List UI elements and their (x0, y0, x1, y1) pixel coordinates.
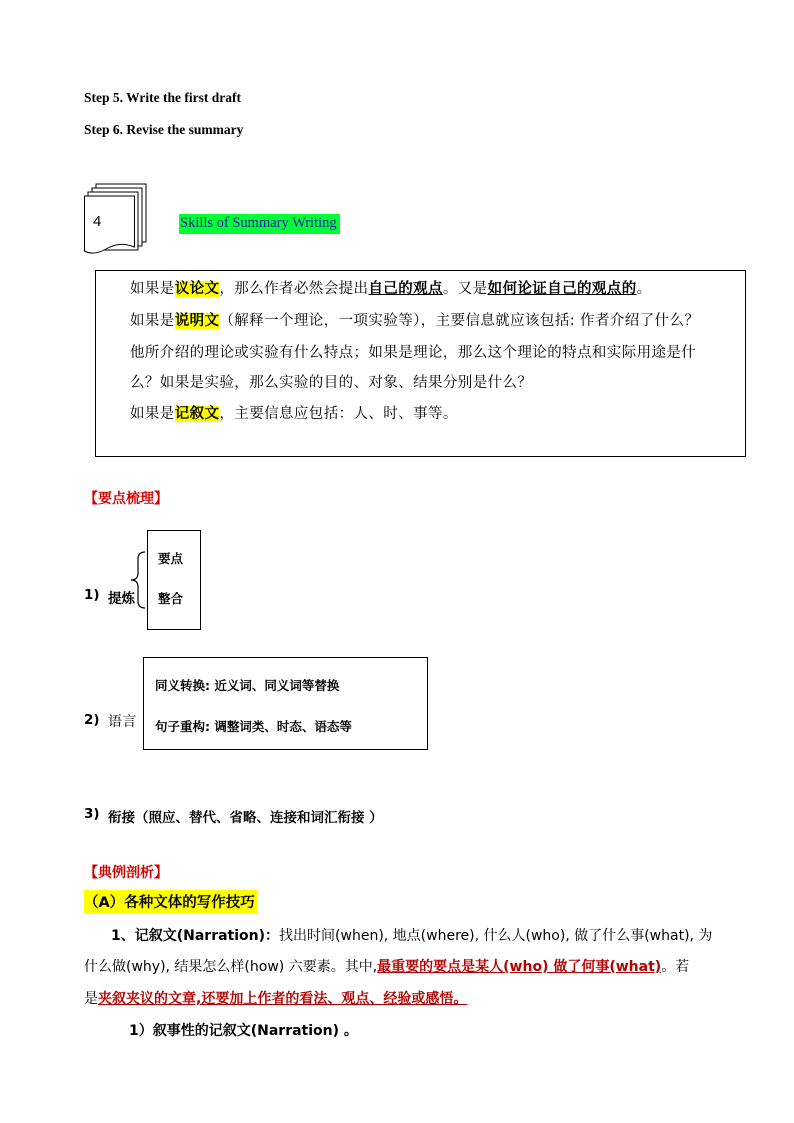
underline-how-argue: 如何论证自己的观点的 (487, 281, 637, 297)
text-span: 。又是 (442, 281, 488, 297)
item2-label: 语言 (108, 714, 137, 730)
examples-heading: 【典例剖析】 (84, 865, 168, 881)
section-title: Skills of Summary Writing (179, 214, 340, 234)
text-span: ，那么作者必然会提出 (219, 281, 369, 297)
section-number: 4 (93, 213, 102, 230)
narration-para-line2 (84, 956, 689, 976)
item1-label: 提炼 (108, 591, 135, 607)
text-span: 。 (636, 281, 652, 297)
item2-sub1: 同义转换: 近义词、同义词等替换 (155, 678, 340, 693)
text-span: （解释一个理论，一项实验等），主要信息就应该包括: 作者介绍了什么？ (219, 313, 700, 329)
expository-line-3: 么？如果是实验，那么实验的目的、对象、结果分别是什么？ (130, 375, 533, 391)
highlight-argumentative: 议论文 (174, 281, 220, 297)
step5-text: Step 5. Write the first draft (84, 90, 241, 105)
narration-lead: 1、记叙文(Narration)： (111, 928, 280, 944)
text-span: 是 (84, 991, 98, 1007)
item1-box (147, 530, 201, 630)
text-span: ，主要信息应包括：人、时、事等。 (219, 406, 458, 422)
item2-sub2: 句子重构: 调整词类、时态、语态等 (155, 719, 352, 734)
argumentative-line (130, 277, 652, 298)
text-span: 如果是 (130, 313, 175, 329)
text-span: 什么做(why), 结果怎么样(how) 六要素。其中, (84, 959, 378, 975)
text-span: 找出时间(when), 地点(where), 什么人(who), 做了什么事(what), 为 (279, 928, 713, 944)
underline-own-view: 自己的观点 (368, 281, 443, 297)
left-brace-icon (129, 551, 147, 613)
step6-text: Step 6. Revise the summary (84, 122, 244, 137)
item1-sub2: 整合 (158, 591, 184, 606)
highlight-expository: 说明文 (174, 313, 220, 329)
examples-subheading: （A）各种文体的写作技巧 (84, 890, 257, 914)
item3-number: 3) (84, 806, 100, 822)
narration-para-line3 (84, 988, 467, 1008)
item1-sub1: 要点 (158, 551, 184, 566)
genre-info-box (95, 270, 746, 457)
expository-line (130, 309, 699, 330)
narration-para-line1 (111, 925, 712, 945)
item3-label: 衔接（照应、替代、省略、连接和词汇衔接 ） (108, 810, 383, 826)
expository-line-2: 他所介绍的理论或实验有什么特点；如果是理论，那么这个理论的特点和实际用途是什 (130, 345, 697, 361)
narrative-subsection: 1）叙事性的记叙文(Narration) 。 (129, 1023, 358, 1039)
narrative-line (130, 402, 458, 423)
key-point-emphasis: 最重要的要点是某人(who) 做了何事(what) (377, 959, 662, 975)
item1-number: 1) (84, 587, 100, 603)
item2-box (143, 657, 428, 750)
item2-number: 2) (84, 712, 100, 728)
highlight-narrative: 记叙文 (174, 406, 220, 422)
text-span: 如果是 (130, 281, 175, 297)
text-span: 如果是 (130, 406, 175, 422)
key-points-heading: 【要点梳理】 (84, 491, 168, 507)
text-span: 。若 (661, 959, 690, 975)
mixed-narration-emphasis: 夹叙夹议的文章,还要加上作者的看法、观点、经验或感悟。 (98, 991, 468, 1007)
